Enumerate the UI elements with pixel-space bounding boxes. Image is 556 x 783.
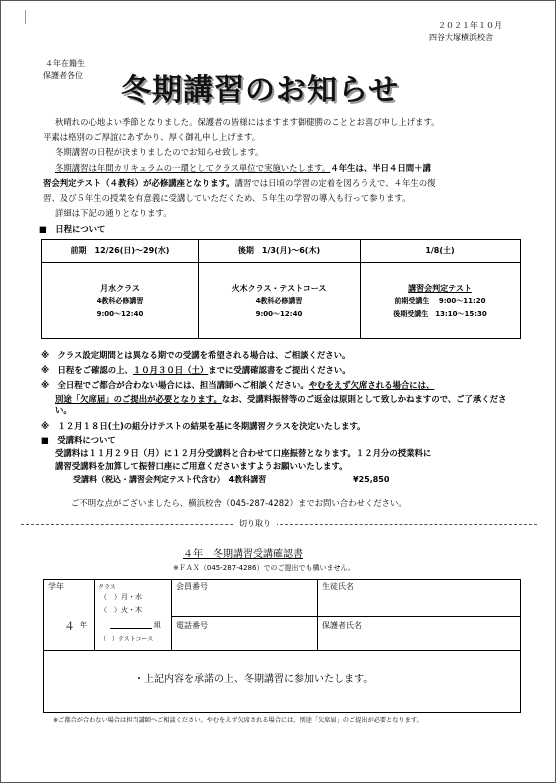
- schedule-period-3: 1/8(土): [425, 246, 455, 255]
- judgement-test-second: 後期受講生 13:10～15:30: [393, 310, 487, 318]
- note-4-a: 別途「欠席届」のご提出が必要となります。: [55, 394, 222, 404]
- footer-note: ※ご都合が合わない場合は担当講師へご相談ください。やむをえず欠席される場合には、別途「欠席届」のご提出が必要となります。: [53, 717, 423, 724]
- note-1: ※ クラス設定期間とは異なる期での受講を希望される場合は、ご相談ください。: [41, 350, 351, 360]
- kumi-label: 組: [154, 621, 161, 629]
- form-title: ４年 冬期講習受講確認書: [183, 549, 303, 560]
- student-name-label: 生徒氏名: [322, 582, 354, 591]
- note-4: [55, 394, 515, 416]
- form-divider: [317, 580, 318, 650]
- grade-unit: 年: [80, 621, 87, 629]
- member-number-label: 会員番号: [176, 582, 208, 591]
- intro-line-4: [55, 163, 431, 174]
- class-label: クラス: [98, 584, 116, 591]
- recipients-grade: ４年在籍生: [45, 59, 85, 68]
- intro-line-4-a: 冬期講習は年間カリキュラムの一環としてクラス単位で実施いたします。: [55, 163, 331, 173]
- judgement-test-name: 講習会判定テスト: [408, 284, 472, 293]
- intro-line-5-b: 講習では日頃の学習の定着を図ろうえで、４年生の復: [234, 178, 436, 188]
- option-mon-wed[interactable]: （ ）月・水: [100, 593, 142, 601]
- fax-note: ※ＦＡＸ（045-287-4286）でのご提出でも構いません。: [173, 564, 355, 572]
- intro-line-1: 秋晴れの心地よい季節となりました。保護者の皆様にはますます御健勝のこととお喜び申し上げます。: [55, 117, 440, 127]
- intro-line-3: 冬期講習の日程が決まりましたのでお知らせ致します。: [55, 147, 264, 157]
- schedule-period-1: 前期 12/26(日)～29(水): [70, 246, 170, 255]
- fee-heading: ■ 受講料について: [41, 435, 116, 445]
- note-2-a: ※ 日程をご確認の上、: [41, 365, 133, 375]
- intro-line-4-b: ４年生は、半日４日間＋講: [330, 163, 431, 173]
- fee-label: 受講料（税込・講習会判定テスト代含む） 4教科講習: [73, 475, 267, 484]
- consent-statement: ・上記内容を承諾の上、冬期講習に参加いたします。: [134, 674, 374, 685]
- intro-line-6: 習、及び５年生の授業を有意義に受講していただくため、５年生の学習の導入も行って参ります。: [43, 193, 411, 203]
- option-tue-thu[interactable]: （ ）火・木: [100, 606, 142, 614]
- class-tue-thu-time: 9:00～12:40: [255, 310, 303, 318]
- class-tue-thu-name: 火木クラス・テストコース: [231, 284, 327, 293]
- intro-line-5-a: 習会判定テスト（４教科）が必修講座となります。: [43, 178, 235, 188]
- corner-mark: [21, 10, 26, 24]
- class-mon-wed-req: 4教科必修講習: [96, 297, 144, 305]
- note-2: [41, 365, 351, 376]
- note-5: ※ １２月１８日(土)の組分けテストの結果を基に冬期講習クラスを決定いたします。: [41, 421, 366, 431]
- recipients-parents: 保護者各位: [43, 71, 83, 80]
- schedule-heading: ■ 日程について: [39, 224, 106, 234]
- form-divider: [44, 650, 520, 651]
- schedule-period-2: 後期 1/3(月)～6(木): [237, 246, 321, 255]
- confirmation-form: [43, 579, 521, 713]
- contact-info: ご不明な点がございましたら、横浜校舎（045-287-4282）までお問い合わせください。: [71, 498, 407, 508]
- intro-line-5: [43, 178, 435, 189]
- grade-value: ４: [64, 620, 75, 633]
- note-4-b: なお、受講料振替等のご返金は原則として致しかねますので、ご了承ください。: [55, 394, 507, 415]
- page-title: 冬期講習のお知らせ: [121, 73, 400, 108]
- fee-line-1: 受講料は１１月２９日（月）に１２月分受講料と合わせて口座振替となります。１２月分の授業料に: [55, 448, 432, 458]
- issue-date: ２０２１年１０月: [438, 21, 502, 30]
- fee-amount: ¥25,850: [353, 475, 390, 484]
- note-3-b: やむをえず欠席される場合には、: [308, 380, 435, 390]
- class-tue-thu-req: 4教科必修講習: [255, 297, 303, 305]
- option-test-course[interactable]: （ ）テストコース: [100, 636, 154, 643]
- judgement-test-first: 前期受講生 9:00～11:20: [394, 297, 486, 305]
- cut-line: [21, 524, 537, 525]
- form-divider: [171, 580, 172, 650]
- form-divider: [171, 616, 520, 617]
- cut-label: 切り取り: [233, 518, 277, 529]
- note-2-c: までに受講確認書をご提出ください。: [208, 365, 351, 375]
- school-name: 四谷大塚横浜校舎: [429, 33, 493, 42]
- form-divider: [94, 580, 95, 650]
- class-mon-wed-name: 月水クラス: [100, 284, 140, 293]
- intro-line-2: 平素は格別のご厚誼にあずかり、厚く御礼申し上げます。: [43, 132, 261, 142]
- schedule-table: [41, 239, 521, 339]
- kumi-blank[interactable]: [110, 628, 152, 629]
- grade-label: 学年: [48, 582, 64, 591]
- intro-line-7: 詳細は下記の通りとなります。: [55, 208, 172, 218]
- fee-line-2: 講習受講料を加算して振替口座にご用意くださいますようお願いいたします。: [55, 461, 348, 471]
- note-3-a: ※ 全日程でご都合が合わない場合には、担当講師へご相談ください。: [41, 380, 309, 390]
- note-3: [41, 380, 434, 391]
- class-mon-wed-time: 9:00～12:40: [96, 310, 144, 318]
- phone-number-label: 電話番号: [176, 621, 208, 630]
- note-2-deadline: １０月３０日（土）: [132, 365, 209, 375]
- guardian-name-label: 保護者氏名: [322, 621, 362, 630]
